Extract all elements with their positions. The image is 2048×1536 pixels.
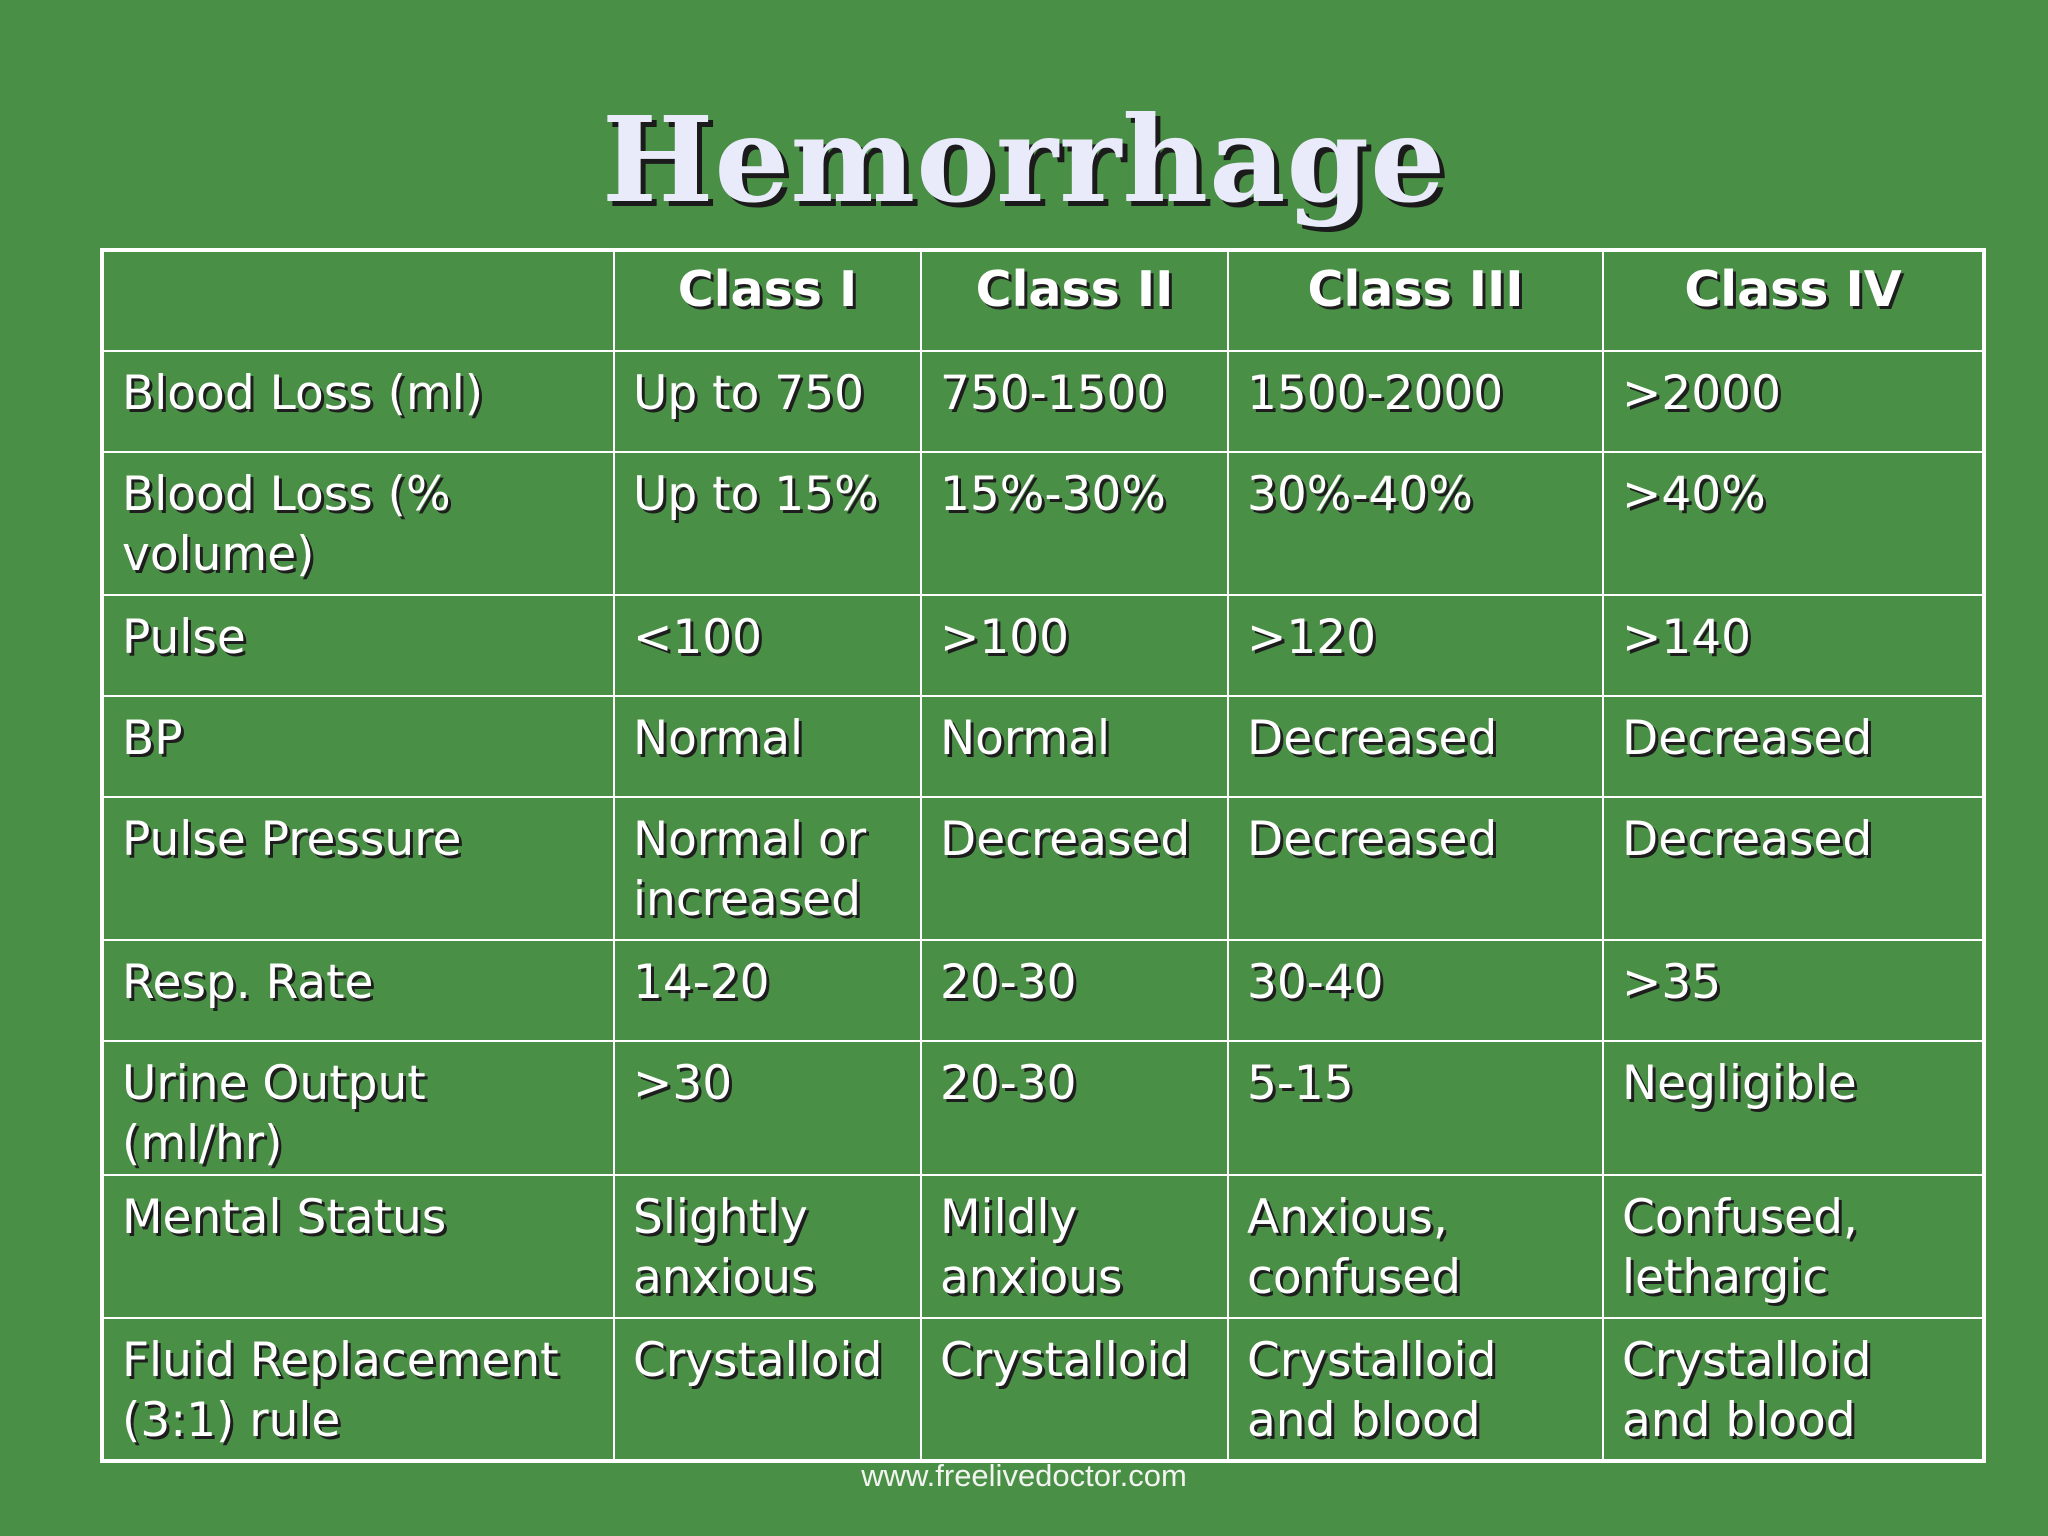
table-cell: Confused, lethargic [1603, 1175, 1984, 1318]
table-cell: 15%-30% [921, 452, 1228, 595]
header-cell-class-4: Class IV [1603, 250, 1984, 351]
table-row [102, 595, 1984, 696]
table-header-row [102, 250, 1984, 351]
table-cell: >2000 [1603, 351, 1984, 452]
table-cell: Crystalloid [921, 1318, 1228, 1461]
table-cell: Crystalloid and blood [1603, 1318, 1984, 1461]
table-row [102, 452, 1984, 595]
header-cell-class-1: Class I [614, 250, 921, 351]
table-cell: Decreased [1603, 797, 1984, 940]
table-cell: 20-30 [921, 1041, 1228, 1175]
source-url-footer: www.freelivedoctor.com [861, 1458, 1187, 1493]
table-cell: Crystalloid [614, 1318, 921, 1461]
hemorrhage-table-container [100, 248, 1982, 1463]
table-cell: Up to 750 [614, 351, 921, 452]
table-cell: >30 [614, 1041, 921, 1175]
row-label: BP [102, 696, 614, 797]
table-cell: Decreased [921, 797, 1228, 940]
table-row [102, 1175, 1984, 1318]
table-cell: Crystalloid and blood [1228, 1318, 1603, 1461]
table-row [102, 1318, 1984, 1461]
row-label: Pulse Pressure [102, 797, 614, 940]
table-cell: 14-20 [614, 940, 921, 1041]
row-label: Blood Loss (ml) [102, 351, 614, 452]
table-row [102, 351, 1984, 452]
table-row [102, 797, 1984, 940]
row-label: Fluid Replacement (3:1) rule [102, 1318, 614, 1461]
table-cell: Decreased [1228, 696, 1603, 797]
header-cell-class-2: Class II [921, 250, 1228, 351]
table-row [102, 1041, 1984, 1175]
table-cell: 1500-2000 [1228, 351, 1603, 452]
table-cell: Mildly anxious [921, 1175, 1228, 1318]
table-cell: Negligible [1603, 1041, 1984, 1175]
table-cell: Normal or increased [614, 797, 921, 940]
row-label: Urine Output (ml/hr) [102, 1041, 614, 1175]
row-label: Pulse [102, 595, 614, 696]
table-cell: 5-15 [1228, 1041, 1603, 1175]
table-cell: 30-40 [1228, 940, 1603, 1041]
header-cell-empty [102, 250, 614, 351]
table-cell: 750-1500 [921, 351, 1228, 452]
table-cell: >40% [1603, 452, 1984, 595]
row-label: Blood Loss (% volume) [102, 452, 614, 595]
table-cell: Normal [921, 696, 1228, 797]
table-cell: >140 [1603, 595, 1984, 696]
table-cell: Slightly anxious [614, 1175, 921, 1318]
table-cell: >120 [1228, 595, 1603, 696]
table-cell: Up to 15% [614, 452, 921, 595]
table-cell: Decreased [1603, 696, 1984, 797]
table-cell: Normal [614, 696, 921, 797]
table-cell: Anxious, confused [1228, 1175, 1603, 1318]
row-label: Resp. Rate [102, 940, 614, 1041]
table-row [102, 696, 1984, 797]
table-cell: >35 [1603, 940, 1984, 1041]
row-label: Mental Status [102, 1175, 614, 1318]
table-cell: <100 [614, 595, 921, 696]
slide-title: Hemorrhage [601, 90, 1447, 229]
table-cell: 30%-40% [1228, 452, 1603, 595]
table-cell: 20-30 [921, 940, 1228, 1041]
table-cell: >100 [921, 595, 1228, 696]
table-cell: Decreased [1228, 797, 1603, 940]
header-cell-class-3: Class III [1228, 250, 1603, 351]
hemorrhage-classification-table [100, 248, 1986, 1463]
table-row [102, 940, 1984, 1041]
